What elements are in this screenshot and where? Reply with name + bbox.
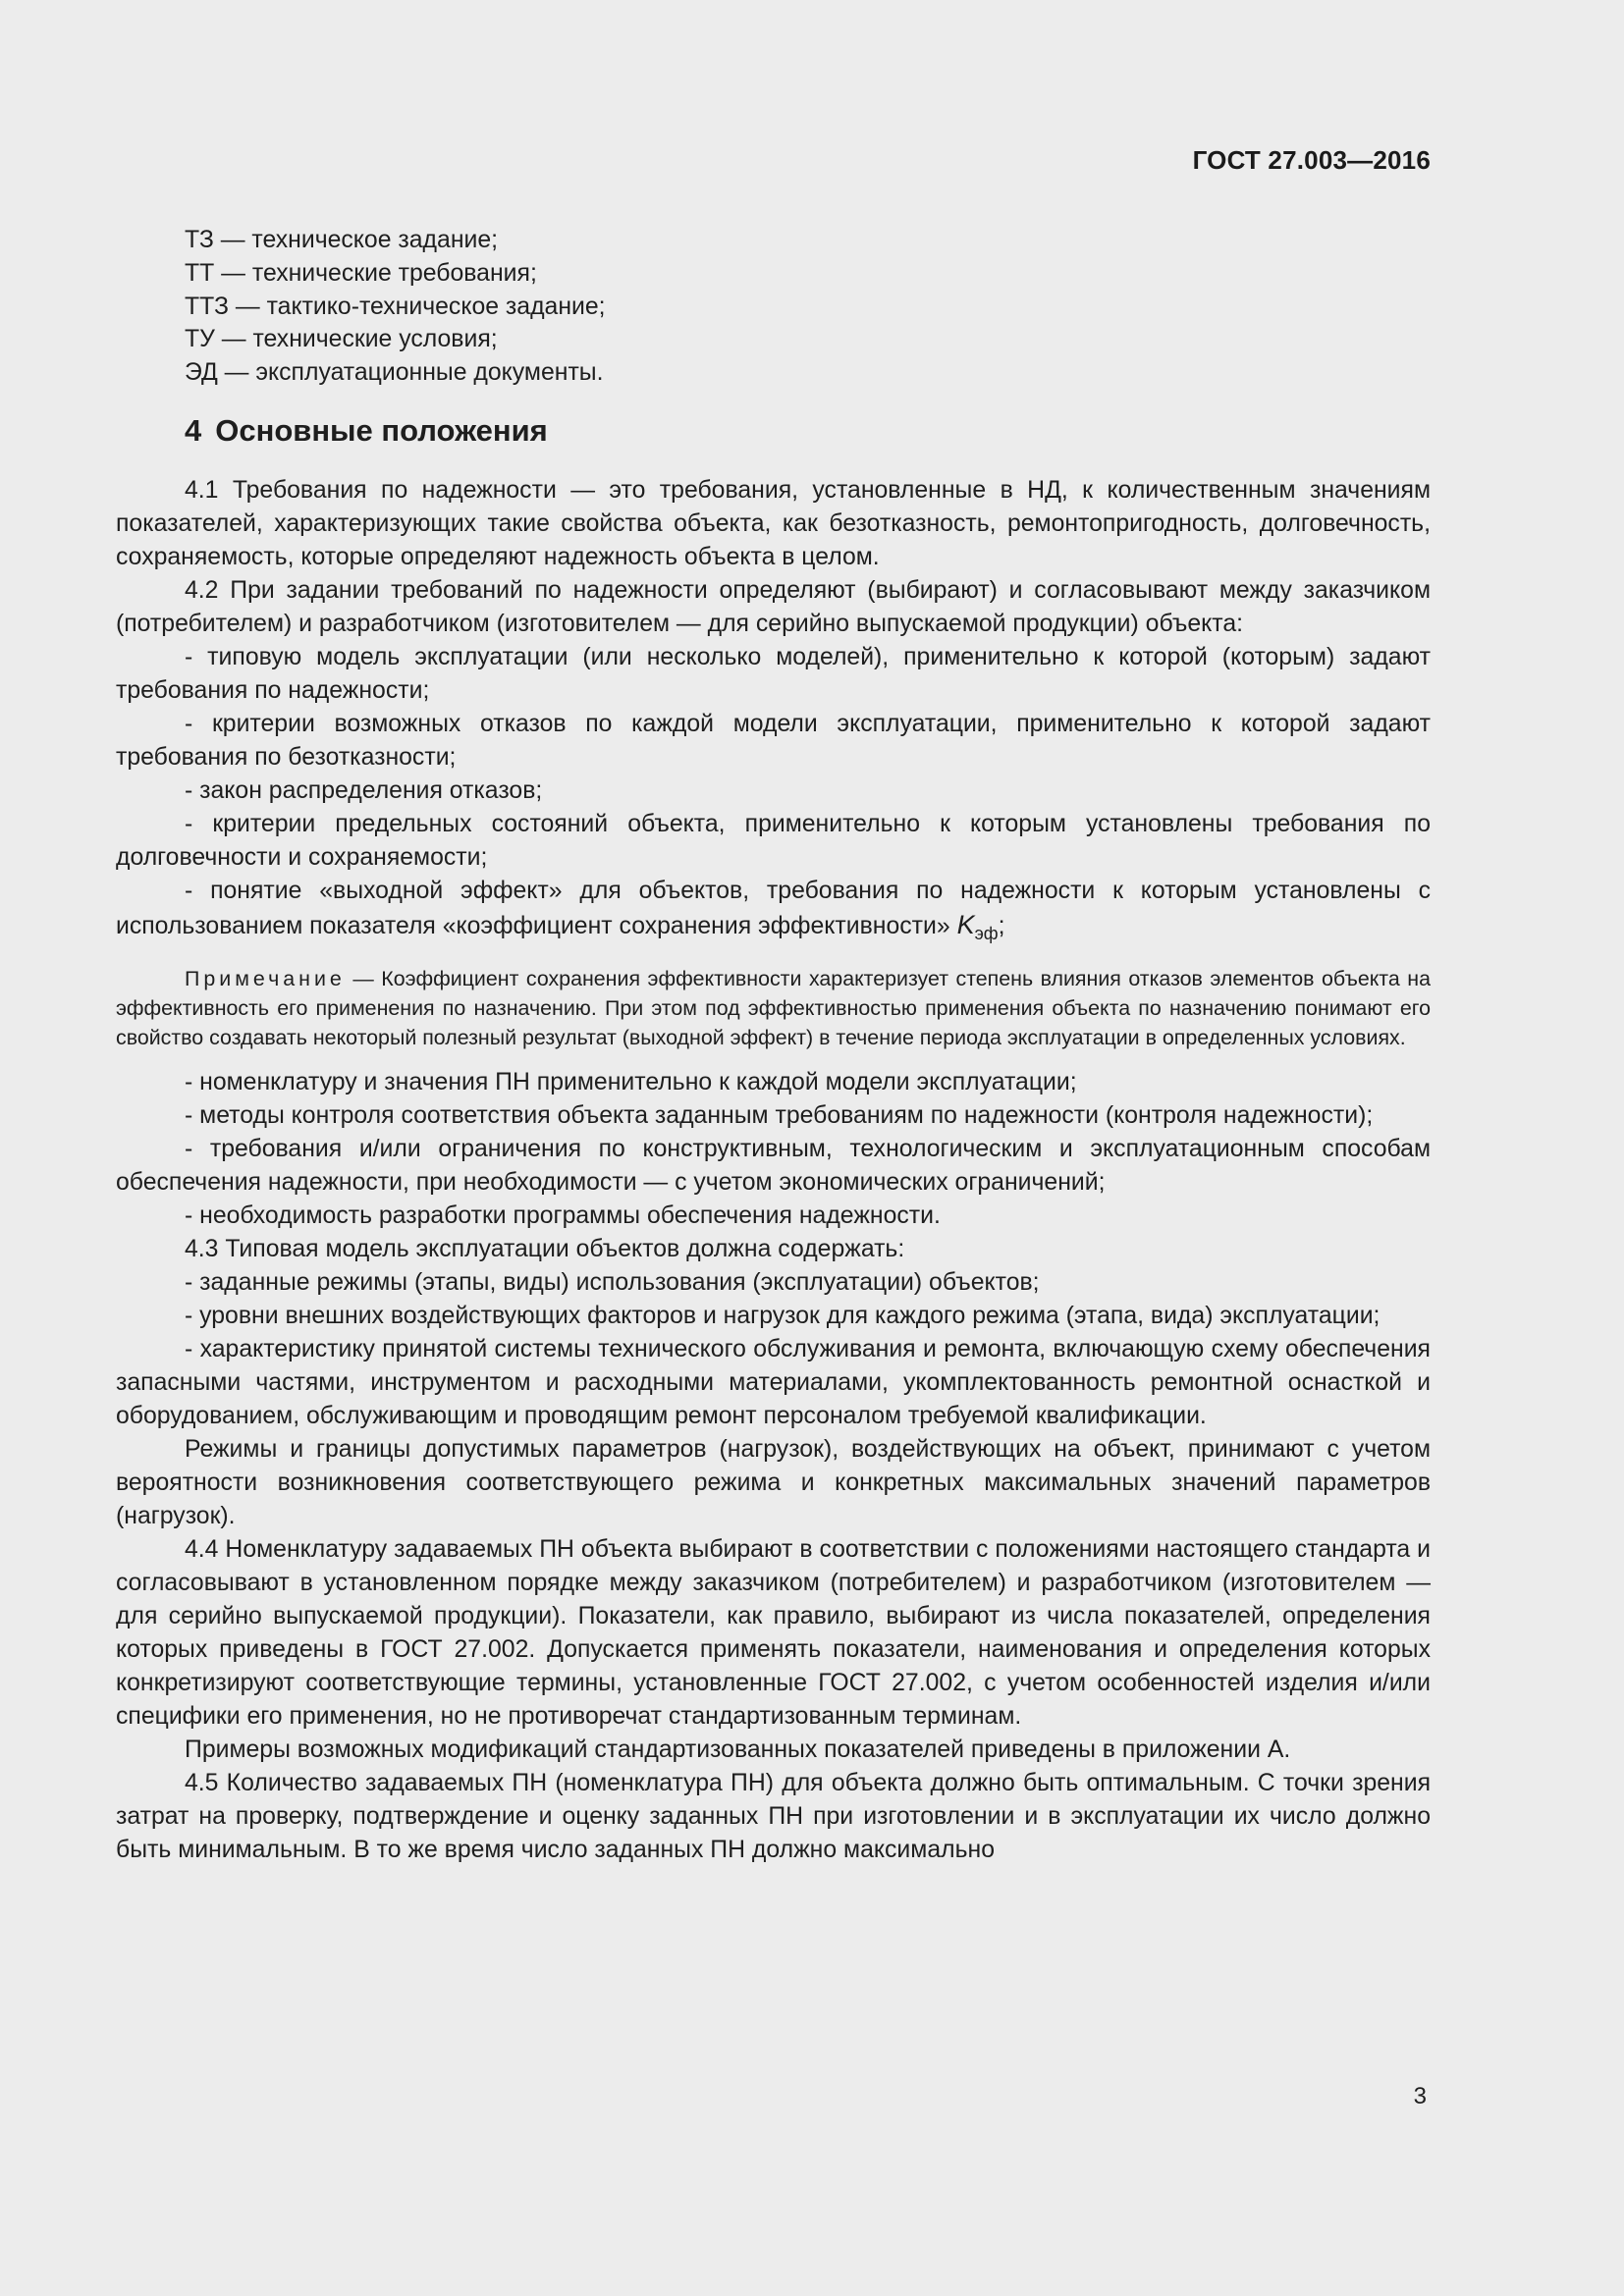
- abbreviation-item: ТЗ — техническое задание;: [185, 227, 499, 253]
- paragraph: Режимы и границы допустимых параметров (нагрузок), воздействующих на объект, принимают с учетом вероятности возникновения соответствующего режима и конкретных максимальных значений параметров (нагрузок).: [116, 1435, 1431, 1529]
- list-item: - необходимость разработки программы обеспечения надежности.: [185, 1201, 941, 1229]
- keff-subscript: эф: [974, 923, 999, 943]
- note-label: Примечание: [185, 966, 346, 990]
- list-item-keff: [116, 875, 1431, 950]
- list-item: - методы контроля соответствия объекта заданным требованиям по надежности (контроля надежности);: [185, 1101, 1374, 1129]
- list-item: - критерии предельных состояний объекта, применительно к которым установлены требования по долговечности и сохраняемости;: [116, 810, 1431, 871]
- list-item: - критерии возможных отказов по каждой модели эксплуатации, применительно к которой задают требования по безотказности;: [116, 710, 1431, 771]
- section-number: 4: [185, 412, 202, 448]
- note-text: — Коэффициент сохранения эффективности характеризует степень влияния отказов элементов объекта на эффективность его применения по назначению. При этом под эффективностью применения объекта по назначению понимают его свойство создавать некоторый полезный результат (выходной эффект) в течение периода эксплуатации в определенных условиях.: [116, 966, 1431, 1049]
- list-item: - закон распределения отказов;: [185, 776, 543, 804]
- paragraph: Примеры возможных модификаций стандартизованных показателей приведены в приложении А.: [185, 1735, 1291, 1763]
- list-item: - уровни внешних воздействующих факторов и нагрузок для каждого режима (этапа, вида) эксплуатации;: [185, 1302, 1380, 1329]
- section-title: Основные положения: [215, 412, 548, 448]
- note: [116, 964, 1431, 1052]
- paragraph: 4.4 Номенклатуру задаваемых ПН объекта выбирают в соответствии с положениями настоящего стандарта и согласовывают в установленном порядке между заказчиком (потребителем) и разработчиком (изготовителем — для серийно выпускаемой продукции). Показатели, как правило, выбирают из числа показателей, определения которых приведены в ГОСТ 27.002. Допускается применять показатели, наименования и определения которых конкретизируют соответствующие термины, установленные ГОСТ 27.002, с учетом особенностей изделия и/или специфики его применения, но не противоречат стандартизованным терминам.: [116, 1535, 1431, 1730]
- document-code-header: ГОСТ 27.003—2016: [1192, 145, 1431, 175]
- abbreviation-item: ТУ — технические условия;: [185, 326, 498, 353]
- list-item: - заданные режимы (этапы, виды) использования (эксплуатации) объектов;: [185, 1268, 1040, 1296]
- paragraph: 4.1 Требования по надежности — это требования, установленные в НД, к количественным значениям показателей, характеризующих такие свойства объекта, как безотказность, ремонтопригодность, долговечность, сохраняемость, которые определяют надежность объекта в целом.: [116, 476, 1431, 570]
- abbreviation-item: ТТЗ — тактико-техническое задание;: [185, 293, 606, 320]
- paragraph: 4.3 Типовая модель эксплуатации объектов должна содержать:: [185, 1235, 905, 1262]
- paragraph: 4.5 Количество задаваемых ПН (номенклатура ПН) для объекта должно быть оптимальным. С точки зрения затрат на проверку, подтверждение и оценку заданных ПН при изготовлении и в эксплуатации их число должно быть минимальным. В то же время число заданных ПН должно максимально: [116, 1769, 1431, 1863]
- abbreviation-list: [116, 224, 1431, 390]
- list-item: - типовую модель эксплуатации (или несколько моделей), применительно к которой (которым) задают требования по надежности;: [116, 643, 1431, 704]
- keff-tail: ;: [998, 912, 1005, 939]
- list-item: - номенклатуру и значения ПН применительно к каждой модели эксплуатации;: [185, 1068, 1077, 1095]
- keff-symbol: K: [956, 909, 975, 939]
- page-content: [116, 224, 1431, 1867]
- list-item: - характеристику принятой системы технического обслуживания и ремонта, включающую схему обеспечения запасными частями, инструментом и расходными материалами, укомплектованность ремонтной оснасткой и оборудованием, обслуживающим и проводящим ремонт персоналом требуемой квалификации.: [116, 1335, 1431, 1429]
- page-number: 3: [1413, 2083, 1427, 2109]
- keff-text: - понятие «выходной эффект» для объектов, требования по надежности к которым установлены с использованием показателя «коэффициент сохранения эффективности»: [116, 877, 1431, 939]
- section-heading: [116, 411, 1431, 451]
- list-item: - требования и/или ограничения по конструктивным, технологическим и эксплуатационным способам обеспечения надежности, при необходимости — с учетом экономических ограничений;: [116, 1135, 1431, 1196]
- abbreviation-item: ЭД — эксплуатационные документы.: [185, 359, 604, 387]
- abbreviation-item: ТТ — технические требования;: [185, 259, 537, 287]
- paragraph: 4.2 При задании требований по надежности определяют (выбирают) и согласовывают между заказчиком (потребителем) и разработчиком (изготовителем — для серийно выпускаемой продукции) объекта:: [116, 576, 1431, 637]
